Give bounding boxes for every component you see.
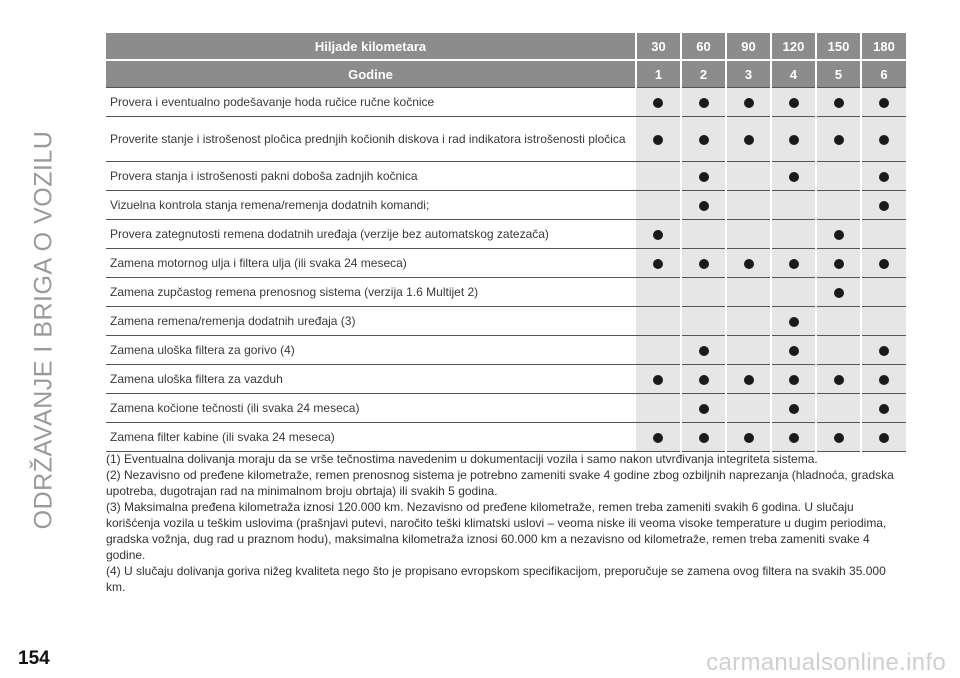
interval-cell	[861, 220, 906, 249]
bullet-mark-icon	[879, 433, 889, 443]
bullet-mark-icon	[879, 346, 889, 356]
interval-cell	[681, 162, 726, 191]
bullet-mark-icon	[744, 375, 754, 385]
bullet-mark-icon	[744, 135, 754, 145]
bullet-mark-icon	[879, 259, 889, 269]
interval-cell	[681, 278, 726, 307]
bullet-mark-icon	[879, 201, 889, 211]
bullet-mark-icon	[789, 433, 799, 443]
header-km-cell: 60	[681, 33, 726, 60]
table-row	[106, 336, 906, 365]
interval-cell	[861, 394, 906, 423]
interval-cell	[816, 88, 861, 117]
interval-cell	[861, 162, 906, 191]
interval-cell	[861, 191, 906, 220]
header-year-cell: 6	[861, 60, 906, 88]
interval-cell	[816, 365, 861, 394]
table-row	[106, 307, 906, 336]
bullet-mark-icon	[834, 135, 844, 145]
interval-cell	[636, 336, 681, 365]
watermark-logo: carmanualsonline.info	[706, 649, 946, 676]
bullet-mark-icon	[789, 172, 799, 182]
task-description: Zamena motornog ulja i filtera ulja (ili svaka 24 meseca)	[106, 249, 636, 278]
bullet-mark-icon	[744, 98, 754, 108]
table-row	[106, 249, 906, 278]
bullet-mark-icon	[789, 375, 799, 385]
bullet-mark-icon	[879, 404, 889, 414]
task-description: Provera i eventualno podešavanje hoda ručice ručne kočnice	[106, 88, 636, 117]
interval-cell	[816, 307, 861, 336]
bullet-mark-icon	[699, 346, 709, 356]
bullet-mark-icon	[653, 98, 663, 108]
interval-cell	[726, 336, 771, 365]
header-year-cell: 4	[771, 60, 816, 88]
interval-cell	[681, 394, 726, 423]
interval-cell	[816, 117, 861, 162]
schedule-body	[106, 88, 906, 452]
bullet-mark-icon	[789, 346, 799, 356]
table-row	[106, 191, 906, 220]
interval-cell	[726, 88, 771, 117]
interval-cell	[816, 220, 861, 249]
table-row	[106, 117, 906, 162]
interval-cell	[636, 365, 681, 394]
bullet-mark-icon	[744, 259, 754, 269]
interval-cell	[636, 88, 681, 117]
interval-cell	[816, 278, 861, 307]
table-row	[106, 278, 906, 307]
bullet-mark-icon	[789, 317, 799, 327]
task-description: Zamena filter kabine (ili svaka 24 meseca)	[106, 423, 636, 452]
task-description: Zamena zupčastog remena prenosnog sistema (verzija 1.6 Multijet 2)	[106, 278, 636, 307]
interval-cell	[816, 191, 861, 220]
section-title-vertical: ODRŽAVANJE I BRIGA O VOZILU	[29, 130, 58, 530]
interval-cell	[861, 88, 906, 117]
interval-cell	[726, 117, 771, 162]
bullet-mark-icon	[699, 201, 709, 211]
bullet-mark-icon	[879, 172, 889, 182]
task-description: Zamena uloška filtera za vazduh	[106, 365, 636, 394]
bullet-mark-icon	[789, 259, 799, 269]
bullet-mark-icon	[699, 98, 709, 108]
header-km-cell: 150	[816, 33, 861, 60]
bullet-mark-icon	[834, 230, 844, 240]
maintenance-schedule-table	[106, 33, 906, 452]
interval-cell	[771, 423, 816, 452]
interval-cell	[636, 307, 681, 336]
bullet-mark-icon	[699, 375, 709, 385]
task-description: Zamena uloška filtera za gorivo (4)	[106, 336, 636, 365]
interval-cell	[726, 162, 771, 191]
bullet-mark-icon	[653, 230, 663, 240]
bullet-mark-icon	[653, 259, 663, 269]
interval-cell	[681, 88, 726, 117]
bullet-mark-icon	[653, 375, 663, 385]
interval-cell	[636, 278, 681, 307]
header-year-cell: 1	[636, 60, 681, 88]
interval-cell	[681, 191, 726, 220]
table-row	[106, 394, 906, 423]
bullet-mark-icon	[653, 433, 663, 443]
interval-cell	[771, 336, 816, 365]
bullet-mark-icon	[789, 404, 799, 414]
interval-cell	[771, 365, 816, 394]
interval-cell	[861, 336, 906, 365]
bullet-mark-icon	[699, 135, 709, 145]
task-description: Provera zategnutosti remena dodatnih uređaja (verzije bez automatskog zatezača)	[106, 220, 636, 249]
page-number: 154	[18, 648, 50, 669]
header-row-km	[106, 33, 906, 60]
bullet-mark-icon	[789, 135, 799, 145]
table-row	[106, 88, 906, 117]
interval-cell	[771, 220, 816, 249]
task-description: Proverite stanje i istrošenost pločica prednjih kočionih diskova i rad indikatora istrošenosti pločica	[106, 117, 636, 162]
header-km-cell: 30	[636, 33, 681, 60]
interval-cell	[726, 307, 771, 336]
interval-cell	[861, 365, 906, 394]
task-description: Vizuelna kontrola stanja remena/remenja dodatnih komandi;	[106, 191, 636, 220]
footnote: (3) Maksimalna pređena kilometraža iznosi 120.000 km. Nezavisno od pređene kilometraže, remen treba zameniti svakih 6 godina. U slučaju korišćenja vozila u teškim uslovima (prašnjavi putevi, naročito teški klimatski uslovi – veoma niske ili veoma visoke temperature u dugim periodima, gradska vožnja, dug rad u praznom hodu), maksimalna kilometraža iznosi 60.000 km a nezavisno od kilometraže, remen treba zameniti svake 4 godine.	[106, 500, 887, 562]
footnotes	[106, 451, 906, 595]
task-description: Provera stanja i istrošenosti pakni doboša zadnjih kočnica	[106, 162, 636, 191]
header-km-label: Hiljade kilometara	[106, 33, 636, 60]
interval-cell	[771, 88, 816, 117]
bullet-mark-icon	[744, 433, 754, 443]
interval-cell	[771, 394, 816, 423]
header-km-cell: 120	[771, 33, 816, 60]
bullet-mark-icon	[789, 98, 799, 108]
interval-cell	[636, 117, 681, 162]
bullet-mark-icon	[834, 259, 844, 269]
interval-cell	[636, 423, 681, 452]
interval-cell	[861, 249, 906, 278]
interval-cell	[771, 307, 816, 336]
interval-cell	[681, 365, 726, 394]
header-km-cell: 180	[861, 33, 906, 60]
interval-cell	[681, 220, 726, 249]
interval-cell	[726, 191, 771, 220]
header-year-cell: 2	[681, 60, 726, 88]
footnote: (4) U slučaju dolivanja goriva nižeg kvaliteta nego što je propisano evropskom specifikacijom, preporučuje se zamena ovog filtera na svakih 35.000 km.	[106, 564, 886, 594]
bullet-mark-icon	[879, 375, 889, 385]
interval-cell	[816, 162, 861, 191]
interval-cell	[861, 307, 906, 336]
interval-cell	[636, 191, 681, 220]
bullet-mark-icon	[834, 288, 844, 298]
bullet-mark-icon	[834, 98, 844, 108]
bullet-mark-icon	[699, 172, 709, 182]
header-year-cell: 5	[816, 60, 861, 88]
interval-cell	[726, 423, 771, 452]
interval-cell	[816, 394, 861, 423]
interval-cell	[816, 336, 861, 365]
bullet-mark-icon	[879, 98, 889, 108]
bullet-mark-icon	[834, 433, 844, 443]
table-row	[106, 162, 906, 191]
bullet-mark-icon	[653, 135, 663, 145]
header-row-years	[106, 60, 906, 88]
interval-cell	[681, 307, 726, 336]
interval-cell	[636, 220, 681, 249]
interval-cell	[681, 336, 726, 365]
footnote: (2) Nezavisno od pređene kilometraže, remen prenosnog sistema je potrebno zameniti svake 4 godine zbog ozbiljnih naprezanja (hladnoća, gradska upotreba, dugotrajan rad na minimalnom broju obrtaja) ili svakih 5 godina.	[106, 468, 894, 498]
footnote: (1) Eventualna dolivanja moraju da se vrše tečnostima navedenim u dokumentaciji vozila i samo nakon utvrđivanja integriteta sistema.	[106, 452, 818, 466]
interval-cell	[636, 249, 681, 278]
interval-cell	[681, 423, 726, 452]
interval-cell	[681, 117, 726, 162]
task-description: Zamena kočione tečnosti (ili svaka 24 meseca)	[106, 394, 636, 423]
interval-cell	[771, 191, 816, 220]
interval-cell	[771, 249, 816, 278]
header-year-cell: 3	[726, 60, 771, 88]
interval-cell	[861, 278, 906, 307]
bullet-mark-icon	[834, 375, 844, 385]
header-years-label: Godine	[106, 60, 636, 88]
interval-cell	[861, 117, 906, 162]
interval-cell	[861, 423, 906, 452]
interval-cell	[771, 162, 816, 191]
task-description: Zamena remena/remenja dodatnih uređaja (3)	[106, 307, 636, 336]
interval-cell	[726, 394, 771, 423]
table-row	[106, 365, 906, 394]
interval-cell	[681, 249, 726, 278]
bullet-mark-icon	[699, 433, 709, 443]
bullet-mark-icon	[699, 404, 709, 414]
interval-cell	[726, 249, 771, 278]
bullet-mark-icon	[879, 135, 889, 145]
interval-cell	[726, 220, 771, 249]
interval-cell	[636, 162, 681, 191]
interval-cell	[771, 117, 816, 162]
interval-cell	[726, 278, 771, 307]
interval-cell	[726, 365, 771, 394]
table-row	[106, 220, 906, 249]
header-km-cell: 90	[726, 33, 771, 60]
bullet-mark-icon	[699, 259, 709, 269]
interval-cell	[771, 278, 816, 307]
interval-cell	[816, 423, 861, 452]
interval-cell	[816, 249, 861, 278]
table-row	[106, 423, 906, 452]
interval-cell	[636, 394, 681, 423]
